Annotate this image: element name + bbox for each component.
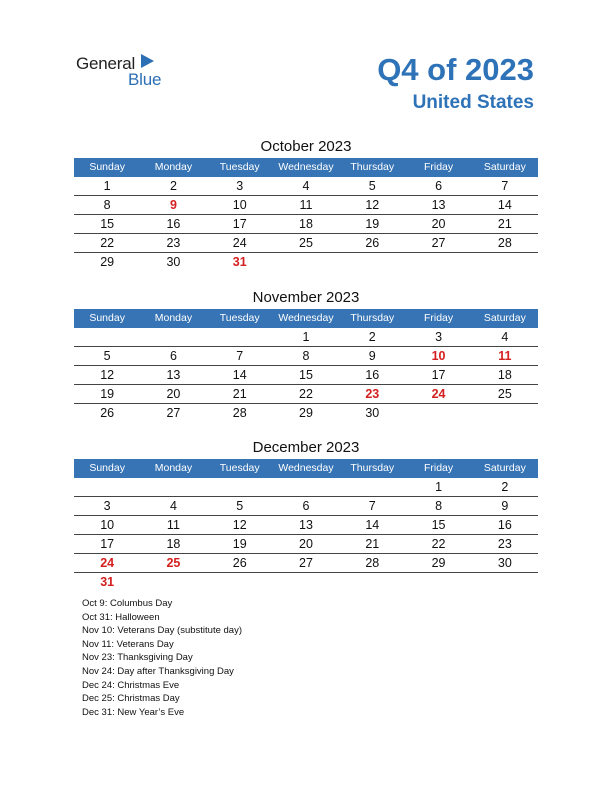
weekday-label: Saturday	[483, 462, 526, 474]
logo-triangle-icon	[141, 54, 154, 68]
day-cell: 25	[497, 387, 512, 401]
holiday-list-item: Oct 31: Halloween	[82, 611, 160, 623]
day-cell: 10	[232, 198, 247, 212]
day-cell	[207, 478, 273, 496]
day-cell: 7	[501, 179, 509, 193]
logo-general-text: General	[76, 54, 136, 73]
weekday-label: Wednesday	[278, 161, 334, 173]
week-row	[74, 516, 538, 535]
day-cell: 18	[299, 217, 313, 231]
day-cell: 29	[100, 255, 115, 269]
day-cell: 6	[435, 179, 443, 193]
weekday-label: Saturday	[483, 161, 526, 173]
holiday-day-cell: 31	[100, 575, 115, 589]
weekday-label: Wednesday	[278, 312, 334, 324]
day-cell: 26	[365, 236, 380, 250]
day-cell: 12	[100, 368, 115, 382]
day-cell: 29	[431, 556, 446, 570]
day-cell: 22	[431, 537, 446, 551]
day-cell: 26	[100, 406, 115, 420]
week-row	[74, 366, 538, 385]
day-cell: 27	[299, 556, 313, 570]
day-cell: 7	[236, 349, 244, 363]
holiday-day-cell: 24	[431, 387, 446, 401]
day-cell: 8	[302, 349, 310, 363]
week-row	[74, 253, 538, 271]
weekday-label: Monday	[154, 161, 193, 173]
weekday-label: Sunday	[89, 312, 125, 324]
weekday-header-row	[74, 158, 538, 177]
day-cell: 29	[299, 406, 313, 420]
weekday-label: Tuesday	[219, 312, 260, 324]
day-cell	[405, 253, 471, 271]
day-cell: 15	[100, 217, 115, 231]
holiday-day-cell: 10	[431, 349, 446, 363]
holiday-list-item: Dec 25: Christmas Day	[82, 693, 180, 705]
day-cell: 30	[365, 406, 380, 420]
week-row	[74, 573, 538, 591]
day-cell: 4	[501, 330, 509, 344]
day-cell: 5	[368, 179, 376, 193]
day-cell: 20	[166, 387, 181, 401]
month-title: October 2023	[260, 138, 352, 155]
day-cell: 15	[299, 368, 313, 382]
day-cell: 2	[368, 330, 376, 344]
day-cell: 13	[431, 198, 446, 212]
day-cell: 3	[103, 499, 111, 513]
day-cell: 23	[166, 236, 181, 250]
day-cell: 8	[435, 499, 443, 513]
day-cell: 20	[431, 217, 446, 231]
month-november	[74, 287, 538, 422]
weekday-label: Friday	[423, 161, 454, 173]
week-row	[74, 385, 538, 404]
holiday-day-cell: 24	[100, 556, 115, 570]
week-row	[74, 328, 538, 347]
day-cell: 9	[501, 499, 509, 513]
holiday-list-item: Nov 10: Veterans Day (substitute day)	[82, 625, 242, 637]
holiday-list-item: Oct 9: Columbus Day	[82, 598, 173, 609]
country-subtitle: United States	[412, 92, 534, 113]
day-cell: 26	[232, 556, 247, 570]
day-cell: 16	[365, 368, 380, 382]
day-cell: 11	[299, 198, 313, 212]
day-cell: 4	[302, 179, 310, 193]
day-cell: 28	[497, 236, 512, 250]
day-cell: 2	[501, 480, 509, 494]
day-cell: 16	[166, 217, 181, 231]
month-title: December 2023	[252, 439, 360, 456]
holiday-list	[82, 597, 242, 719]
day-cell	[472, 404, 538, 422]
day-cell: 22	[299, 387, 313, 401]
day-cell: 5	[103, 349, 111, 363]
day-cell: 17	[100, 537, 115, 551]
day-cell: 12	[365, 198, 380, 212]
day-cell	[207, 328, 273, 346]
day-cell	[273, 573, 339, 591]
day-cell: 11	[166, 518, 180, 532]
week-row	[74, 478, 538, 497]
weekday-label: Friday	[423, 462, 454, 474]
day-cell	[405, 404, 471, 422]
day-cell	[472, 573, 538, 591]
day-cell: 25	[299, 236, 313, 250]
weekday-label: Friday	[423, 312, 454, 324]
weekday-label: Tuesday	[219, 462, 260, 474]
weekday-label: Thursday	[350, 462, 395, 474]
day-cell	[74, 328, 140, 346]
weekday-header-row	[74, 459, 538, 478]
day-cell: 18	[166, 537, 181, 551]
day-cell: 28	[365, 556, 380, 570]
day-cell: 18	[497, 368, 512, 382]
holiday-day-cell: 25	[166, 556, 181, 570]
day-cell	[273, 478, 339, 496]
holiday-list-item: Nov 23: Thanksgiving Day	[82, 652, 193, 664]
day-cell	[140, 573, 206, 591]
day-cell	[273, 253, 339, 271]
day-cell	[140, 328, 206, 346]
day-cell: 8	[103, 198, 111, 212]
day-cell: 19	[100, 387, 115, 401]
week-row	[74, 554, 538, 573]
day-cell: 4	[169, 499, 177, 513]
holiday-day-cell: 9	[169, 198, 177, 212]
week-row	[74, 234, 538, 253]
day-cell: 30	[497, 556, 512, 570]
logo-blue-text: Blue	[128, 70, 162, 89]
day-cell: 1	[302, 330, 310, 344]
day-cell: 12	[232, 518, 247, 532]
day-cell: 27	[431, 236, 446, 250]
weekday-header-row	[74, 309, 538, 328]
day-cell: 10	[100, 518, 115, 532]
week-row	[74, 404, 538, 422]
day-cell	[405, 573, 471, 591]
day-cell: 3	[236, 179, 244, 193]
day-cell	[207, 573, 273, 591]
page-title: Q4 of 2023	[377, 52, 534, 87]
week-row	[74, 497, 538, 516]
day-cell: 16	[497, 518, 512, 532]
day-cell: 17	[232, 217, 247, 231]
day-cell: 19	[365, 217, 380, 231]
holiday-day-cell: 11	[498, 349, 512, 363]
month-title: November 2023	[252, 289, 360, 306]
day-cell	[140, 478, 206, 496]
weekday-label: Thursday	[350, 312, 395, 324]
day-cell: 2	[169, 179, 177, 193]
day-cell: 13	[299, 518, 313, 532]
day-cell: 14	[365, 518, 380, 532]
day-cell: 19	[232, 537, 247, 551]
holiday-day-cell: 23	[365, 387, 380, 401]
day-cell	[472, 253, 538, 271]
day-cell: 6	[169, 349, 177, 363]
week-row	[74, 177, 538, 196]
day-cell: 21	[365, 537, 380, 551]
weekday-label: Thursday	[350, 161, 395, 173]
weekday-label: Saturday	[483, 312, 526, 324]
day-cell: 22	[100, 236, 115, 250]
day-cell: 1	[103, 179, 111, 193]
holiday-list-item: Nov 11: Veterans Day	[82, 638, 174, 650]
week-row	[74, 347, 538, 366]
day-cell: 15	[431, 518, 446, 532]
weekday-label: Sunday	[89, 462, 125, 474]
day-cell	[339, 253, 405, 271]
day-cell: 20	[299, 537, 313, 551]
day-cell: 30	[166, 255, 181, 269]
day-cell	[339, 573, 405, 591]
day-cell: 21	[232, 387, 247, 401]
holiday-list-item: Nov 24: Day after Thanksgiving Day	[82, 665, 234, 677]
week-row	[74, 535, 538, 554]
day-cell: 17	[431, 368, 446, 382]
holiday-list-item: Dec 24: Christmas Eve	[82, 679, 180, 691]
weekday-label: Monday	[154, 462, 193, 474]
weekday-label: Wednesday	[278, 462, 334, 474]
logo	[76, 52, 176, 92]
day-cell	[74, 478, 140, 496]
month-october	[74, 136, 538, 271]
week-row	[74, 215, 538, 234]
day-cell: 1	[435, 480, 443, 494]
weekday-label: Tuesday	[219, 161, 260, 173]
day-cell: 13	[166, 368, 181, 382]
day-cell: 24	[232, 236, 247, 250]
day-cell: 3	[435, 330, 443, 344]
day-cell: 7	[368, 499, 376, 513]
weekday-label: Monday	[154, 312, 193, 324]
weekday-label: Sunday	[89, 161, 125, 173]
week-row	[74, 196, 538, 215]
day-cell: 28	[232, 406, 247, 420]
day-cell: 14	[232, 368, 247, 382]
month-december	[74, 437, 538, 591]
day-cell: 23	[497, 537, 512, 551]
day-cell: 6	[302, 499, 310, 513]
holiday-list-item: Dec 31: New Year’s Eve	[82, 706, 185, 718]
holiday-day-cell: 31	[232, 255, 247, 269]
day-cell: 5	[236, 499, 244, 513]
day-cell	[339, 478, 405, 496]
day-cell: 14	[497, 198, 512, 212]
day-cell: 9	[368, 349, 376, 363]
day-cell: 27	[166, 406, 181, 420]
day-cell: 21	[497, 217, 512, 231]
